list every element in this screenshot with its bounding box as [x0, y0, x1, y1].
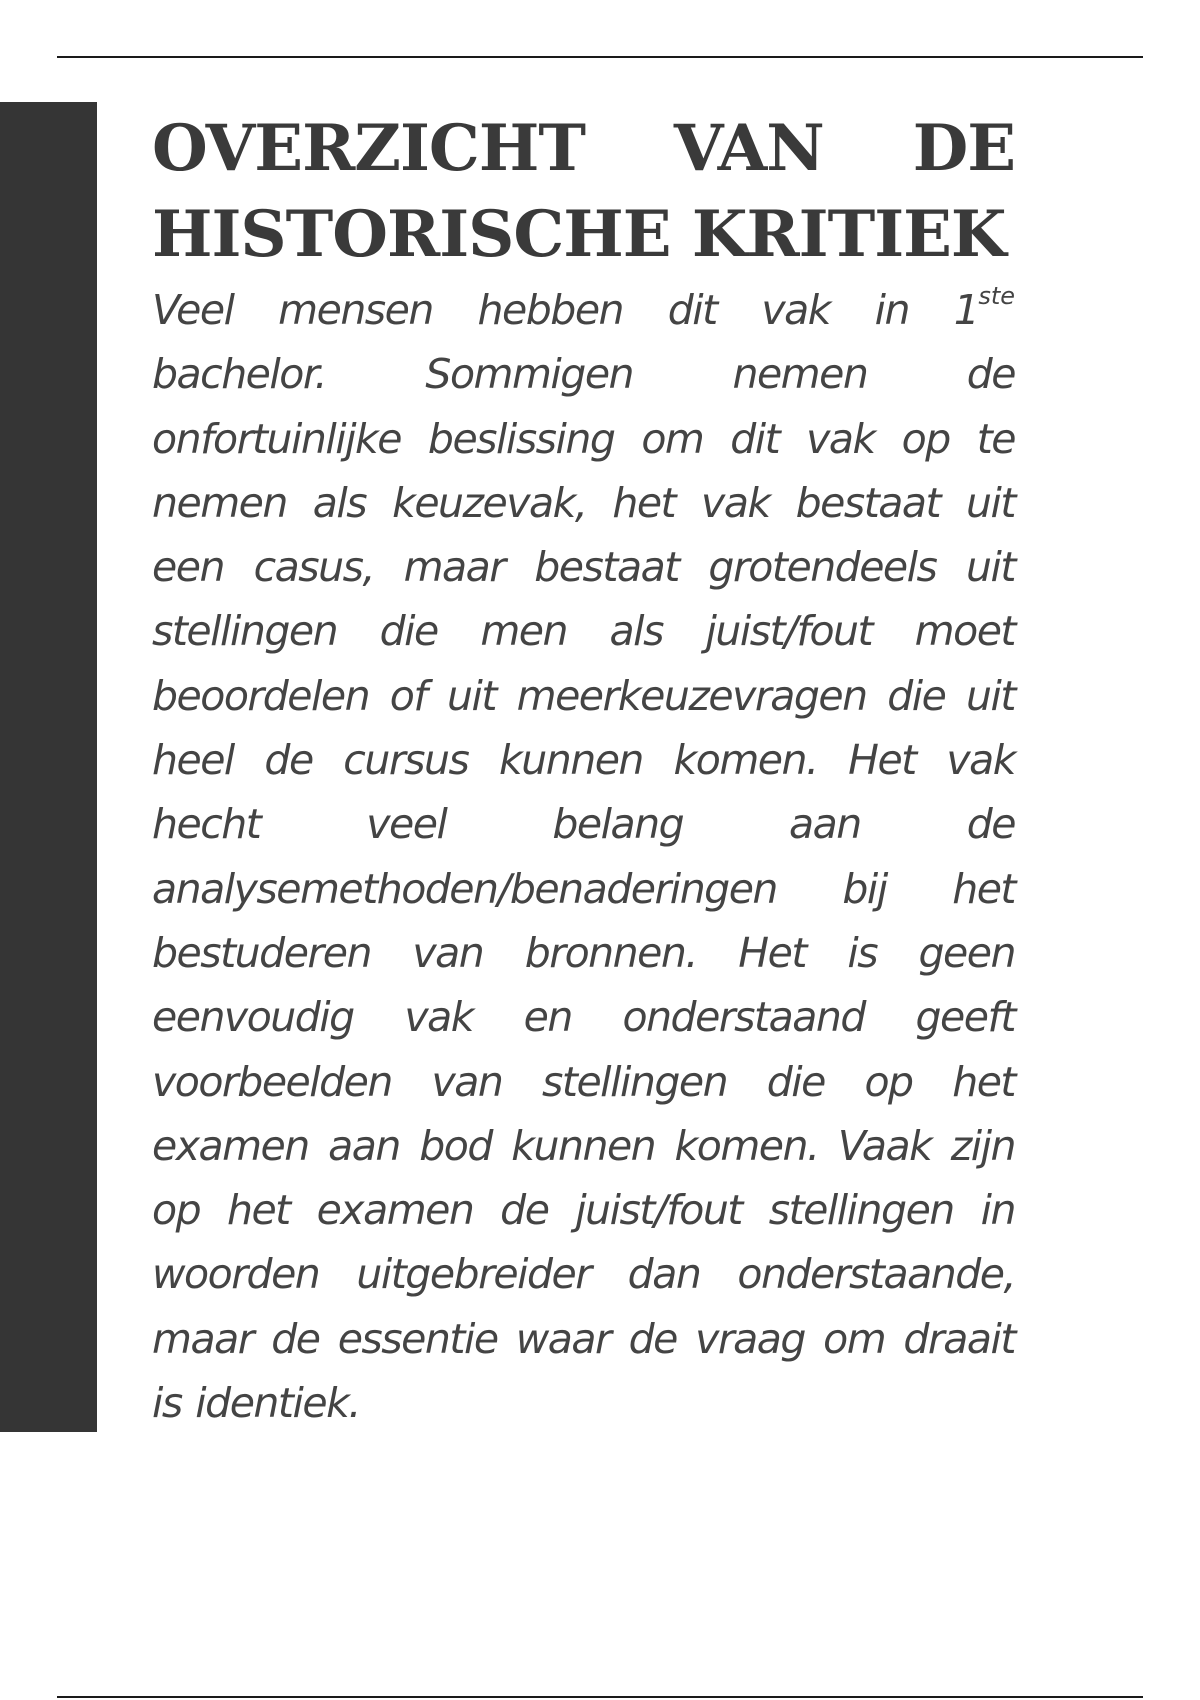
ordinal-suffix: ste [978, 282, 1015, 310]
intro-text-rest: bachelor. Sommigen nemen de onfortuinlijke beslissing om dit vak op te nemen als keuzevak, het vak bestaat uit een casus, maar bestaat grotendeels uit stellingen die men als juist/fout moet beoordelen of uit meerkeuzevragen die uit heel de cursus kunnen komen. Het vak hecht veel belang aan de analysemethoden/benaderingen bij het bestuderen van bronnen. Het is geen eenvoudig vak en onderstaand geeft voorbeelden van stellingen die op het examen aan bod kunnen komen. Vaak zijn op het examen de juist/fout stellingen in woorden uitgebreider dan onderstaande, maar de essentie waar de vraag om draait is identiek. [152, 350, 1015, 1428]
footer-rule [57, 1696, 1143, 1698]
side-accent-bar [0, 102, 97, 1432]
intro-paragraph [152, 278, 1015, 1435]
header-rule [57, 56, 1143, 58]
intro-text-start: Veel mensen hebben dit vak in 1 [152, 286, 979, 334]
page-title: OVERZICHT VAN DE HISTORISCHE KRITIEK [152, 111, 1015, 272]
document-content [152, 106, 1015, 1435]
